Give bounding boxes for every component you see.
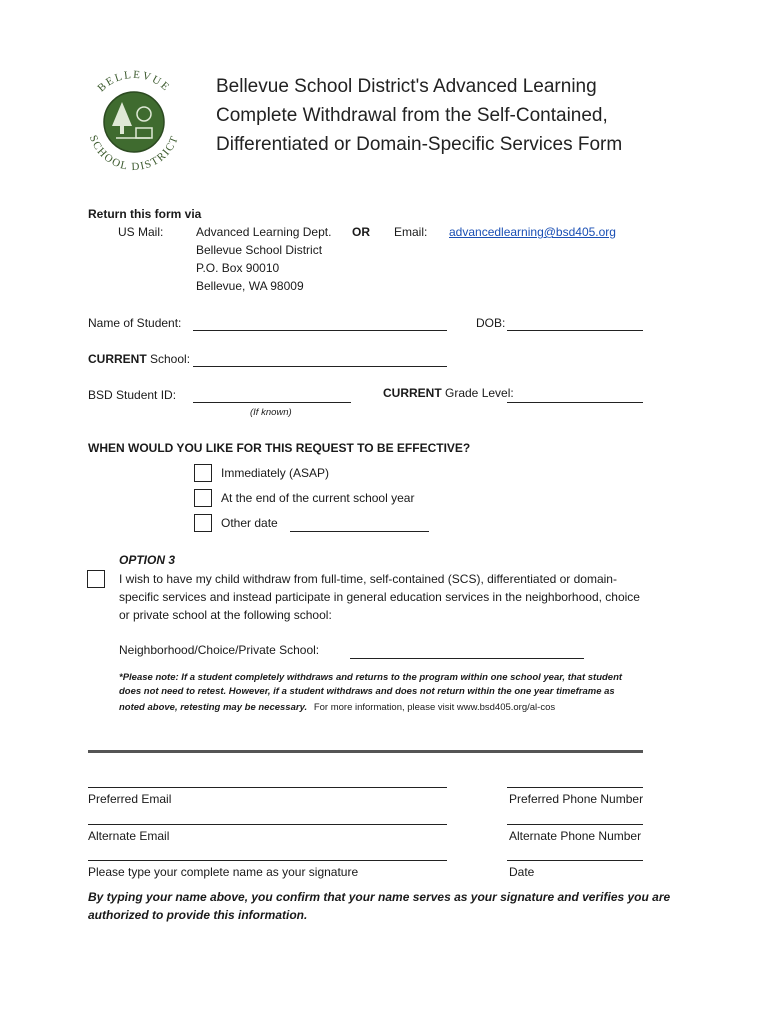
note-line: noted above, retesting may be necessary. xyxy=(119,702,308,713)
or-label: OR xyxy=(352,225,370,239)
title-line: Bellevue School District's Advanced Learning xyxy=(216,76,597,97)
option3-checkbox[interactable] xyxy=(87,570,105,588)
logo-bottom-text: SCHOOL DISTRICT xyxy=(86,133,182,174)
other-date-checkbox[interactable] xyxy=(194,514,212,532)
other-date-field[interactable] xyxy=(290,531,429,532)
if-known-hint: (If known) xyxy=(250,407,292,418)
end-of-year-label: At the end of the current school year xyxy=(221,491,415,505)
asap-label: Immediately (ASAP) xyxy=(221,466,330,480)
preferred-phone-field[interactable] xyxy=(507,787,643,788)
section-divider xyxy=(88,750,643,753)
student-name-label: Name of Student: xyxy=(88,316,182,330)
student-name-field[interactable] xyxy=(193,330,447,331)
signature-label: Please type your complete name as your signature xyxy=(88,865,359,879)
current-school-label xyxy=(88,350,190,368)
student-id-label: BSD Student ID: xyxy=(88,388,177,402)
bellevue-school-district-logo xyxy=(78,68,190,176)
grade-level-label xyxy=(383,384,514,402)
more-info-text: For more information, please visit www.bsd405.org/al-cos xyxy=(313,702,556,713)
date-label: Date xyxy=(509,865,535,879)
current-school-rest: School: xyxy=(146,352,191,366)
grade-level-bold: CURRENT xyxy=(383,386,442,400)
address-line: Bellevue, WA 98009 xyxy=(196,279,304,293)
asap-checkbox[interactable] xyxy=(194,464,212,482)
us-mail-label: US Mail: xyxy=(118,225,164,239)
school-label: Neighborhood/Choice/Private School: xyxy=(119,643,320,657)
svg-text:BELLEVUE xyxy=(95,69,172,95)
contact-email-link[interactable]: advancedlearning@bsd405.org xyxy=(449,225,616,239)
address-line: Bellevue School District xyxy=(196,243,323,257)
grade-level-rest: Grade Level: xyxy=(441,386,514,400)
preferred-email-label: Preferred Email xyxy=(88,792,172,806)
effective-question: WHEN WOULD YOU LIKE FOR THIS REQUEST TO BE EFFECTIVE? xyxy=(88,441,471,455)
title-line: Complete Withdrawal from the Self-Contained, xyxy=(216,105,608,126)
grade-level-field[interactable] xyxy=(507,402,643,403)
disclaimer-line: By typing your name above, you confirm that your name serves as your signature and verifies you are xyxy=(88,890,671,904)
alternate-phone-field[interactable] xyxy=(507,824,643,825)
return-heading: Return this form via xyxy=(88,207,202,221)
title-line: Differentiated or Domain-Specific Services Form xyxy=(216,134,623,155)
mail-address xyxy=(196,223,331,295)
dob-field[interactable] xyxy=(507,330,643,331)
signature-field[interactable] xyxy=(88,860,447,861)
address-line: P.O. Box 90010 xyxy=(196,261,280,275)
alternate-phone-label: Alternate Phone Number xyxy=(509,829,642,843)
address-line: Advanced Learning Dept. xyxy=(196,225,332,239)
option3-title: OPTION 3 xyxy=(119,553,176,567)
retest-note xyxy=(119,671,622,715)
signature-disclaimer xyxy=(88,888,670,924)
current-school-bold: CURRENT xyxy=(88,352,147,366)
dob-label: DOB: xyxy=(476,316,506,330)
option3-text xyxy=(119,570,640,624)
preferred-email-field[interactable] xyxy=(88,787,447,788)
note-line: does not need to retest. However, if a student withdraws and does not return within the one year timeframe as xyxy=(119,686,615,697)
end-of-year-checkbox[interactable] xyxy=(194,489,212,507)
option3-text-line: I wish to have my child withdraw from full-time, self-contained (SCS), differentiated or domain- xyxy=(119,572,617,586)
date-field[interactable] xyxy=(507,860,643,861)
disclaimer-line: authorized to provide this information. xyxy=(88,908,308,922)
school-field[interactable] xyxy=(350,658,584,659)
student-id-field[interactable] xyxy=(193,402,351,403)
alternate-email-label: Alternate Email xyxy=(88,829,170,843)
logo-top-text: BELLEVUE xyxy=(95,68,173,95)
other-date-label: Other date xyxy=(221,516,278,530)
option3-text-line: or private school at the following school: xyxy=(119,608,332,622)
note-line: *Please note: If a student completely withdraws and returns to the program within one school year, that student xyxy=(119,672,623,683)
email-label: Email: xyxy=(394,225,428,239)
option3-text-line: specific services and instead participate in general education services in the neighborhood, choice xyxy=(119,590,640,604)
preferred-phone-label: Preferred Phone Number xyxy=(509,792,644,806)
alternate-email-field[interactable] xyxy=(88,824,447,825)
form-title xyxy=(216,72,622,159)
current-school-field[interactable] xyxy=(193,366,447,367)
